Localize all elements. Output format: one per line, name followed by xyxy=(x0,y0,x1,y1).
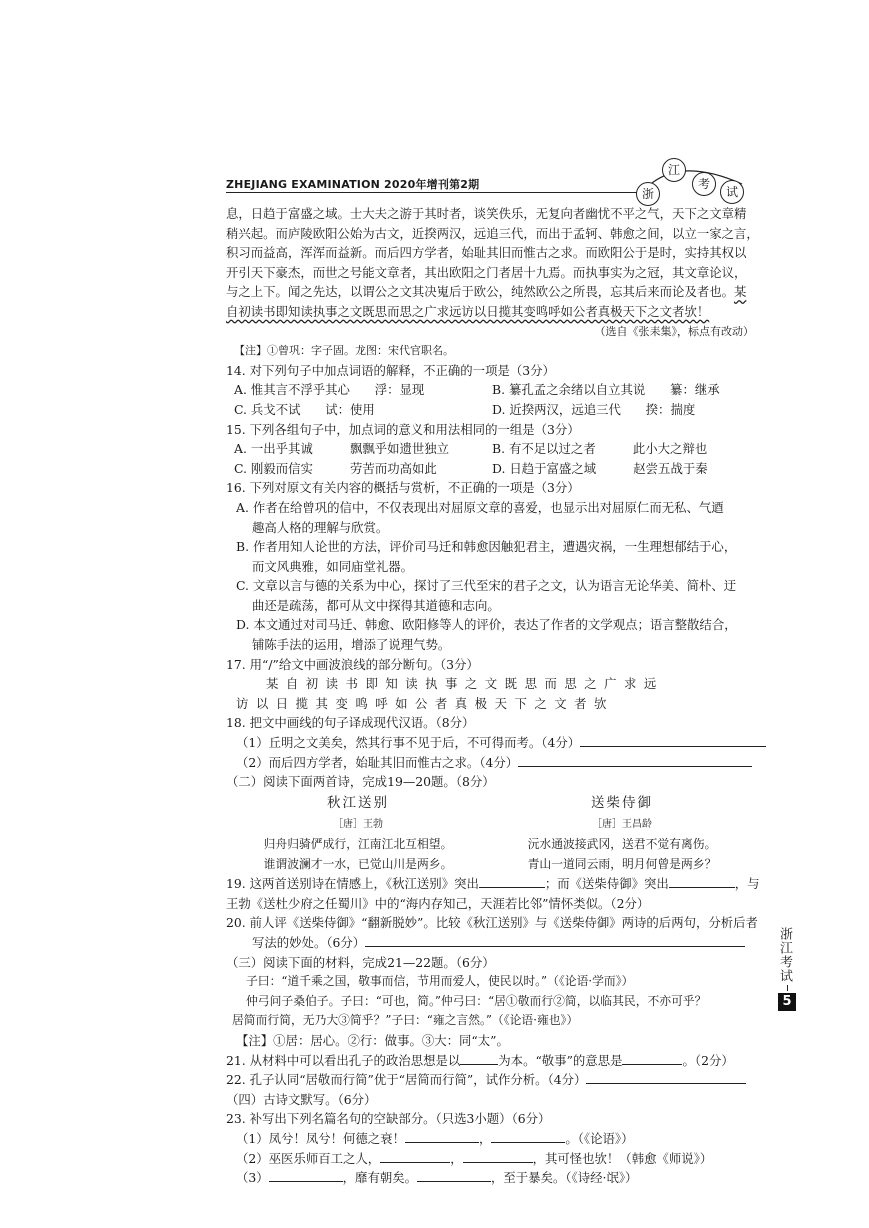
q14-options-row2 xyxy=(226,400,754,420)
passage-line: 开引天下豪杰，而世之号能文章者，其出欧阳之门者居十九焉。而执事实为之冠，其文章论议， xyxy=(226,264,747,280)
section-2-stem: （二）阅读下面两首诗，完成19—20题。（8分） xyxy=(226,774,495,790)
q23-2-blank-2[interactable] xyxy=(463,1149,533,1163)
q23-item-3: （3） ，靡有朝矣。 ，至于暴矣。（《诗经·氓》） xyxy=(236,1170,638,1186)
q18-answer-line-2[interactable] xyxy=(518,753,752,767)
q22: 22. 孔子认同“居敬而行简”优于“居简而行简”，试作分析。（4分） xyxy=(226,1070,754,1090)
poem-2-author: ［唐］王昌龄 xyxy=(592,819,652,831)
poem-2-title: 送柴侍御 xyxy=(591,794,653,811)
page-number: 5 xyxy=(778,993,796,1011)
q23-stem: 23. 补写出下列名篇名句的空缺部分。（只选3小题）（6分） xyxy=(226,1111,551,1127)
poems xyxy=(226,794,754,874)
q15-stem: 15. 下列各组句子中，加点词的意义和用法相同的一组是（3分） xyxy=(226,421,580,437)
q16-option-a: A. 作者在给曾巩的信中，不仅表现出对屈原文章的喜爱，也显示出对屈原仁而无私、气逎 xyxy=(236,499,724,515)
poem-1-line-1: 归舟归骑俨成行，江南江北互相望。 xyxy=(263,837,453,851)
poem-1-author: ［唐］王勃 xyxy=(333,819,383,831)
q14-stem: 14. 对下列句子中加点词语的解释，不正确的一项是（3分） xyxy=(226,362,555,378)
material-quote-3: 居简而行简，无乃大③简乎？”子曰：“雍之言然。”（《论语·雍也》） xyxy=(232,1013,579,1028)
seal-char-1: 浙 xyxy=(636,182,660,206)
material-note: 【注】①居：居心。②行：做事。③大：同“太”。 xyxy=(236,1032,509,1048)
seal-char-2: 江 xyxy=(662,158,686,182)
q20-answer-line[interactable] xyxy=(365,933,745,947)
poem-2 xyxy=(490,794,754,874)
poem-2-line-1: 沅水通波接武冈，送君不觉有离伤。 xyxy=(527,837,717,851)
q14-options-row1 xyxy=(226,380,754,400)
q22-answer-line[interactable] xyxy=(586,1070,746,1084)
q17-text-line2: 访以日揽其变鸣呼如公者真极天下之文者欤 xyxy=(236,695,614,711)
q15-option-c: C. 刚毅而信实 劳苦而功高如此 xyxy=(234,460,437,476)
q15-options-row1 xyxy=(226,439,754,459)
q14-option-b: B. 纂孔孟之余绪以自立其说 纂：继承 xyxy=(492,382,720,398)
section-4-stem: （四）古诗文默写。（6分） xyxy=(226,1091,377,1107)
side-tab-text: 浙江考试 xyxy=(777,927,792,983)
q21: 21. 从材料中可以看出孔子的政治思想是以 为本。“敬事”的意思是 。（2分） xyxy=(226,1052,734,1068)
passage-line: 息，日趋于富盛之域。士大夫之游于其时者，谈笑佚乐，无复向者幽忧不平之气，天下之文章精 xyxy=(226,206,747,221)
q14-option-a: A. 惟其言不浮乎其心 浮：显现 xyxy=(234,382,425,398)
passage-line: 稍兴起。而庐陵欧阳公始为古文，近揆两汉，远追三代，而出于孟轲、韩愈之间，以立一家之言， xyxy=(226,225,759,241)
q15-options-row2 xyxy=(226,459,754,479)
q16-option-d-cont: 铺陈手法的运用，增添了说理气势。 xyxy=(252,637,451,653)
q15-option-a: A. 一出乎其诚 飘飘乎如遗世独立 xyxy=(234,441,450,457)
passage-note: 【注】①曾巩：字子固。龙图：宋代官职名。 xyxy=(234,344,454,358)
q18-sentence-2: （2）而后四方学者，始耻其旧而惟古之求。（4分） xyxy=(226,753,754,773)
q16-option-c-cont: 曲还是疏荡，都可从文中探得其道德和志向。 xyxy=(252,597,500,613)
q19-line1: 19. 这两首送别诗在情感上，《秋江送别》突出 ；而《送柴侍御》突出 ，与 xyxy=(226,876,760,892)
section-3-stem: （三）阅读下面的材料，完成21—22题。（6分） xyxy=(226,954,495,970)
seal-char-3: 考 xyxy=(692,172,716,196)
passage-line: 积习而益高，浑浑而益新。而后四方学者，始耻其旧而惟古之求。而欧阳公于是时，实持其权以 xyxy=(226,245,747,261)
q15-option-b: B. 有不足以过之者 此小大之辩也 xyxy=(492,441,708,457)
side-tab-divider xyxy=(787,985,788,991)
q23-2-blank-1[interactable] xyxy=(380,1149,450,1163)
q18-answer-line-1[interactable] xyxy=(580,733,766,747)
poem-1-line-2: 谁谓波澜才一水，已觉山川是两乡。 xyxy=(263,856,453,871)
poem-2-line-2: 青山一道同云雨，明月何曾是两乡？ xyxy=(527,856,717,871)
q16-option-b: B. 作者用知人论世的方法，评价司马迁和韩愈因触犯君主，遭遇灾祸，一生理想郁结于心， xyxy=(236,539,737,555)
q16-stem: 16. 下列对原文有关内容的概括与赏析，不正确的一项是（3分） xyxy=(226,480,580,496)
q16-option-b-cont: 而文风典雅，如同庙堂礼器。 xyxy=(252,558,414,574)
q18-sentence-1: （1）丘明之文美矣，然其行事不见于后，不可得而考。（4分） xyxy=(226,733,754,753)
q20-line2: 写法的妙处。（6分） xyxy=(226,933,754,953)
poem-1 xyxy=(226,794,490,874)
q16-option-a-cont: 趣高人格的理解与欣赏。 xyxy=(252,519,389,535)
q23-1-blank-2[interactable] xyxy=(491,1129,565,1143)
q21-blank-2[interactable] xyxy=(622,1051,682,1065)
q23-1-blank-1[interactable] xyxy=(405,1129,479,1143)
wavy-underlined-passage: 自初读书即知读执事之文既思而思之广求远访以日揽其变鸣呼如公者真极天下之文者欤！ xyxy=(226,303,710,319)
q19-blank-2[interactable] xyxy=(669,874,735,888)
q23-3-blank-1[interactable] xyxy=(269,1168,343,1182)
q23-item-1: （1）凤兮！凤兮！何德之衰！ ， 。（《论语》） xyxy=(236,1130,634,1146)
material-quote-2: 仲弓问子桑伯子。子曰：“可也，简。”仲弓曰：“居①敬而行②简，以临其民，不亦可乎？ xyxy=(246,993,707,1008)
side-tab xyxy=(777,927,797,1011)
q14-option-c: C. 兵戈不试 试：使用 xyxy=(234,401,375,417)
q16-option-d: D. 本文通过对司马迁、韩愈、欧阳修等人的评价，表达了作者的文学观点；语言整散结合， xyxy=(236,617,737,633)
q15-option-d: D. 日趋于富盛之域 赵尝五战于秦 xyxy=(492,460,708,476)
q17-stem: 17. 用“/”给文中画波浪线的部分断句。（3分） xyxy=(226,656,479,672)
q23-3-blank-2[interactable] xyxy=(417,1168,491,1182)
q16-option-c: C. 文章以言与德的关系为中心，探讨了三代至宋的君子之文，认为语言无论华美、简朴、迂 xyxy=(236,578,737,594)
q19-line2: 王勃《送杜少府之任蜀川》中的“海内存知己，天涯若比邻”情怀类似。（2分） xyxy=(226,895,650,911)
q17-text-line1: 某自初读书即知读执事之文既思而思之广求远 xyxy=(266,676,664,692)
material-quote-1: 子曰：“道千乘之国，敬事而信，节用而爱人，使民以时。”（《论语·学而》） xyxy=(246,974,634,989)
poem-1-title: 秋江送别 xyxy=(327,794,389,811)
exam-body xyxy=(226,204,760,1188)
q20-line1: 20. 前人评《送柴侍御》“翻新脱妙”。比较《秋江送别》与《送柴侍御》两诗的后两句，分析后者 xyxy=(226,915,758,931)
passage-line: 与之上下。闻之先达，以谓公之文其决嵬后于欧公，纯然欧公之所畏，忘其后来而论及者也。某 xyxy=(226,284,747,300)
q18-stem: 18. 把文中画线的句子译成现代汉语。（8分） xyxy=(226,715,475,731)
seal-char-4: 试 xyxy=(720,180,744,204)
q14-option-d: D. 近揆两汉，远追三代 揆：揣度 xyxy=(492,401,696,417)
header-rule xyxy=(226,192,646,193)
journal-header: ZHEJIANG EXAMINATION 2020年增刊第2期 xyxy=(226,178,480,191)
wavy-underline-start: 某 xyxy=(734,284,747,300)
passage-source: （选自《张耒集》，标点有改动） xyxy=(594,324,754,338)
q21-blank-1[interactable] xyxy=(460,1051,498,1065)
q23-item-2: （2）巫医乐师百工之人， ， ，其可怪也欤！（韩愈《师说》） xyxy=(236,1150,713,1166)
q19-blank-1[interactable] xyxy=(479,874,545,888)
